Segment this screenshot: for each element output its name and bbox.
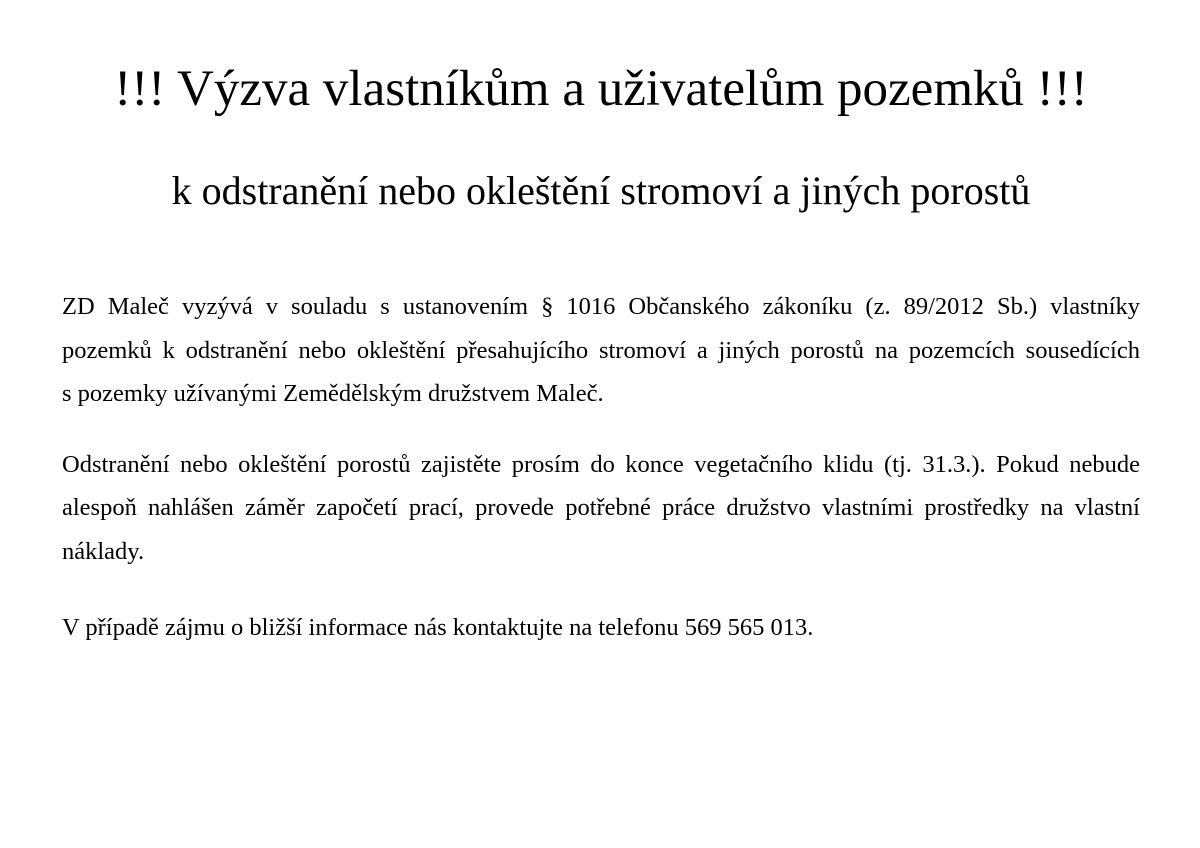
notice-title: !!! Výzva vlastníkům a uživatelům pozemků !!!: [114, 61, 1088, 117]
paragraph: [62, 443, 1140, 574]
notice-body: [62, 285, 1140, 650]
paragraph: [62, 606, 1140, 650]
text-line: V případě zájmu o bližší informace nás kontaktujte na telefonu 569 565 013.: [62, 614, 814, 641]
text-line: Odstranění nebo okleštění porostů zajistěte prosím do konce vegetačního klidu (tj. 31.3.). Pokud nebude: [62, 450, 1140, 478]
text-line: ZD Maleč vyzývá v souladu s ustanovením § 1016 Občanského zákoníku (z. 89/2012 Sb.) vlastníky: [62, 293, 1140, 320]
text-line: náklady.: [62, 537, 145, 565]
paragraph: [62, 285, 1140, 416]
text-line: pozemků k odstranění nebo okleštění přesahujícího stromoví a jiných porostů na pozemcích sousedících: [62, 336, 1140, 364]
notice-subtitle: k odstranění nebo okleštění stromoví a jiných porostů: [171, 168, 1031, 213]
text-line: s pozemky užívanými Zemědělským družstvem Maleč.: [62, 380, 604, 407]
text-line: alespoň nahlášen záměr započetí prací, provede potřebné práce družstvo vlastními prostředky na vlastní: [62, 494, 1140, 521]
